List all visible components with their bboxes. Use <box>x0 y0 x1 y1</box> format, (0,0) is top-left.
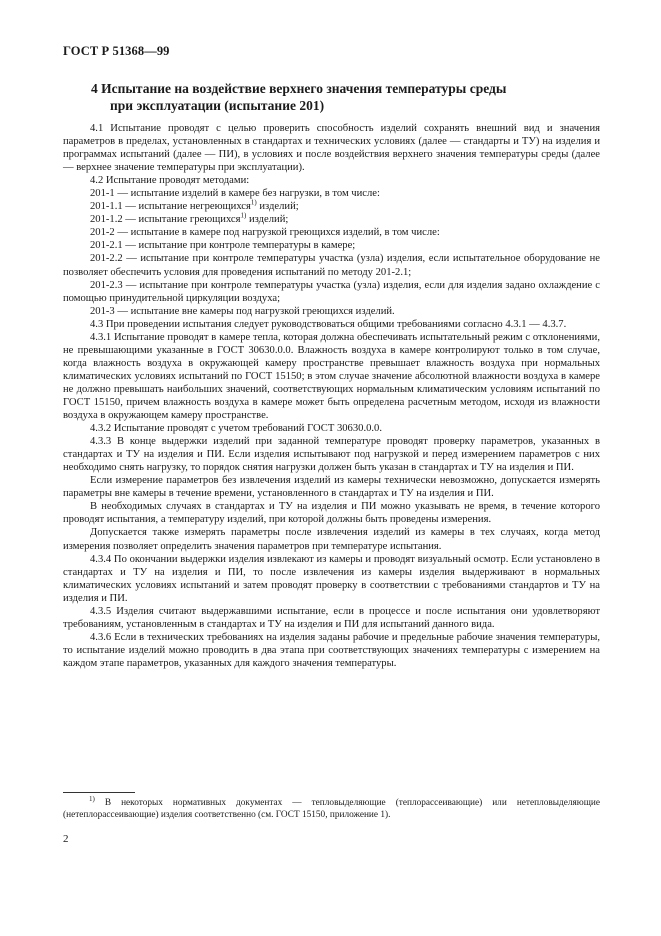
document-body <box>63 122 600 670</box>
paragraph-4-3-2: 4.3.2 Испытание проводят с учетом требований ГОСТ 30630.0.0. <box>90 423 382 435</box>
paragraph-4-3-5: 4.3.5 Изделия считают выдержавшими испытание, если в процессе и после испытания они удовлетворяют требованиям, установленным в стандартах и ТУ на изделия и ПИ для испытаний данного вида. <box>63 605 600 630</box>
section-title-line1: 4 Испытание на воздействие верхнего значения температуры среды <box>91 81 507 96</box>
paragraph-4-3-6: 4.3.6 Если в технических требованиях на изделия заданы рабочие и предельные рабочие значения температуры, то испытание изделий можно проводить в два этапа при соответствующих значениях температуры с измерением на каждом этапе параметров, указанных для каждого значения температуры. <box>63 631 600 669</box>
paragraph-4-3: 4.3 При проведении испытания следует руководствоваться общими требованиями согласно 4.3.1 — 4.3.7. <box>90 318 567 330</box>
paragraph-4-3-4: 4.3.4 По окончании выдержки изделия извлекают из камеры и проводят визуальный осмотр. Если установлено в стандартах и ТУ на изделия и ПИ, то после извлечения из камеры изделия выдерживают в нормальных климатических условиях испытаний и затем проводят проверку в соответствии с требованиями стандартов и ТУ на изделия и ПИ. <box>63 553 600 604</box>
method-201-2-2: 201-2.2 — испытание при контроле температуры участка (узла) изделия, если испытательное оборудование не позволяет обеспечить условия для проведения испытаний по методу 201-2.1; <box>63 253 600 278</box>
paragraph-4-3-3-d: Допускается также измерять параметры после извлечения изделий из камеры в тех случаях, когда метод измерения позволяет определить значения параметров при температуре испытания. <box>63 527 600 552</box>
paragraph-4-1: 4.1 Испытание проводят с целью проверить способность изделий сохранять внешний вид и значения параметров в пределах, установленных в стандартах и технических условиях (далее — стандарты и ТУ) на изделия и программах испытаний (далее — ПИ), в условиях и после воздействия верхнего значения температуры среды (далее — верхнее значение температуры при эксплуатации). <box>63 123 600 174</box>
section-title-line2: при эксплуатации (испытание 201) <box>110 98 325 113</box>
footnote-divider <box>63 792 135 793</box>
footnote-ref: 1) <box>250 198 257 207</box>
document-header: ГОСТ Р 51368—99 <box>63 44 170 58</box>
method-201-1-2 <box>63 213 600 226</box>
method-201-2: 201-2 — испытание в камере под нагрузкой греющихся изделий, в том числе: <box>90 227 440 239</box>
method-201-2-3: 201-2.3 — испытание при контроле температуры участка (узла) изделия, если для изделия задано охлаждение с помощью принудительной циркуляции воздуха; <box>63 279 600 304</box>
method-201-1-2-tail: изделий; <box>246 214 289 226</box>
footnote-marker: 1) <box>89 794 95 803</box>
method-201-1-1-tail: изделий; <box>256 201 299 213</box>
method-201-2-1: 201-2.1 — испытание при контроле температуры в камере; <box>90 240 356 252</box>
footnote <box>63 794 600 821</box>
method-201-3: 201-3 — испытание вне камеры под нагрузкой греющихся изделий. <box>90 305 395 317</box>
method-201-1-1-text: 201-1.1 — испытание негреющихся <box>90 201 251 213</box>
page-number: 2 <box>63 833 69 845</box>
method-201-1-1 <box>63 200 600 213</box>
footnote-ref: 1) <box>240 211 247 220</box>
method-201-1-2-text: 201-1.2 — испытание греющихся <box>90 214 241 226</box>
paragraph-4-3-1: 4.3.1 Испытание проводят в камере тепла, которая должна обеспечивать испытательный режим с отклонениями, не превышающими указанные в ГОСТ 30630.0.0. Влажность воздуха в камере контролируют только в том случае, когда влажность воздуха в окружающей камеру пространстве превышает влажность воздуха при нормальных климатических условиях испытаний по ГОСТ 15150; в этом случае значение абсолютной влажности воздуха в камере не должно превышать наибольших значений, соответствующих нормальным климатическим условиям испытаний по ГОСТ 15150, причем влажность воздуха в камере может быть определена расчетным методом, исходя из влажности воздуха в окружающем камеру пространстве. <box>63 331 600 422</box>
footnote-text <box>63 794 600 821</box>
footnote-body: В некоторых нормативных документах — тепловыделяющие (теплорассеивающие) или нетепловыделяющие (нетеплорассеивающие) изделия соответственно (см. ГОСТ 15150, приложение 1). <box>63 798 600 820</box>
paragraph-4-3-3-c: В необходимых случаях в стандартах и ТУ на изделия и ПИ можно указывать не время, в течение которого проводят испытания, а температуру изделий, при которой должны быть проведены измерения. <box>63 501 600 526</box>
paragraph-4-3-3-b: Если измерение параметров без извлечения изделий из камеры технически невозможно, допускается измерять параметры вне камеры в течение времени, установленного в стандартах и ТУ на изделия и ПИ. <box>63 475 600 500</box>
paragraph-4-2: 4.2 Испытание проводят методами: <box>90 175 250 187</box>
paragraph-4-3-3: 4.3.3 В конце выдержки изделий при заданной температуре проводят проверку параметров, указанных в стандартах и ТУ на изделия и ПИ. Если изделия испытывают под нагрузкой и перед измерением параметров с них необходимо снять нагрузку, то порядок снятия нагрузки должен быть указан в стандартах и ТУ на изделия и ПИ. <box>63 436 600 474</box>
section-title <box>91 80 611 114</box>
method-201-1: 201-1 — испытание изделий в камере без нагрузки, в том числе: <box>90 188 380 200</box>
